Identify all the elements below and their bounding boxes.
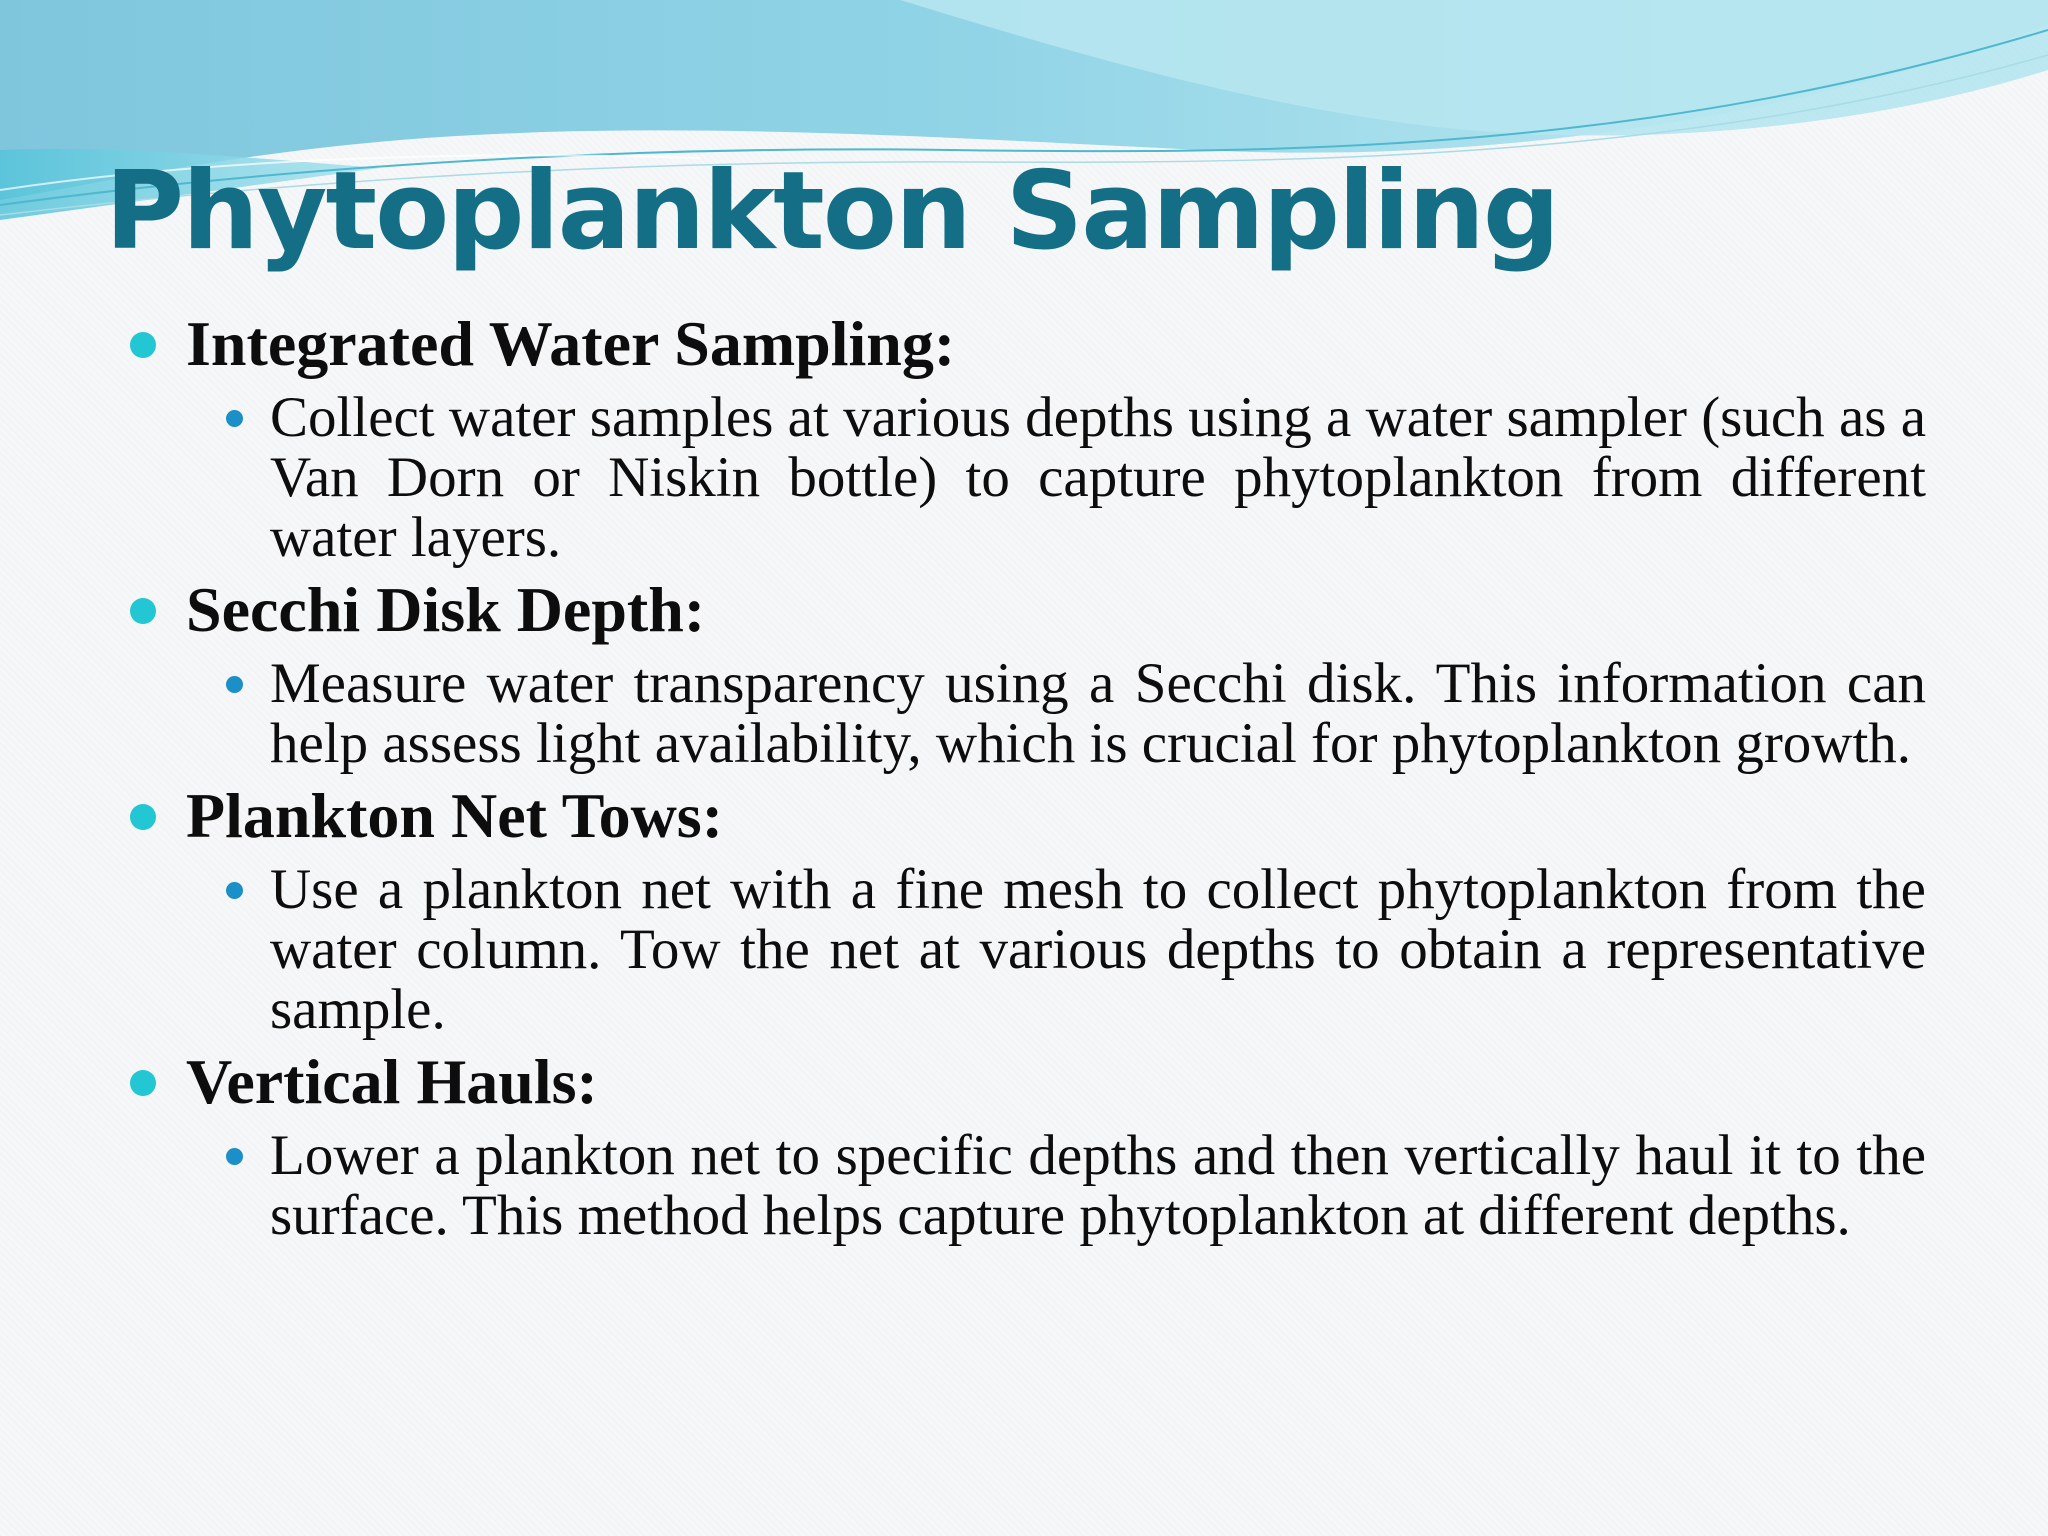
slide-title: Phytoplankton Sampling (105, 149, 1559, 274)
bullet-icon (130, 332, 156, 358)
item-text: Measure water transparency using a Secchi disk. This information can help assess light availability, which is crucial for phytoplankton growth. (270, 652, 1926, 775)
item-text: Collect water samples at various depths using a water sampler (such as a Van Dorn or Niskin bottle) to capture phytoplankton from different water layers. (270, 386, 1926, 569)
item-heading: Vertical Hauls: (186, 1046, 598, 1117)
bullet-icon (130, 804, 156, 830)
list-item (130, 574, 1930, 774)
sub-bullet-icon (226, 410, 243, 427)
sub-bullet-icon (226, 676, 243, 693)
item-heading: Plankton Net Tows: (186, 780, 723, 851)
item-heading: Secchi Disk Depth: (186, 574, 706, 645)
bullet-icon (130, 1070, 156, 1096)
item-heading: Integrated Water Sampling: (186, 308, 956, 379)
sub-item (270, 1126, 1926, 1246)
bullet-icon (130, 598, 156, 624)
list-item (130, 1046, 1930, 1246)
item-text: Lower a plankton net to specific depths and then vertically haul it to the surface. This method helps capture phytoplankton at different depths. (270, 1124, 1926, 1247)
sub-item (270, 388, 1926, 568)
sub-bullet-icon (226, 1148, 243, 1165)
list-item (130, 308, 1930, 568)
item-text: Use a plankton net with a fine mesh to collect phytoplankton from the water column. Tow the net at various depths to obtain a representative sample. (270, 858, 1926, 1041)
bullet-list (130, 308, 1930, 1252)
sub-item (270, 860, 1926, 1040)
sub-bullet-icon (226, 882, 243, 899)
sub-item (270, 654, 1926, 774)
list-item (130, 780, 1930, 1040)
